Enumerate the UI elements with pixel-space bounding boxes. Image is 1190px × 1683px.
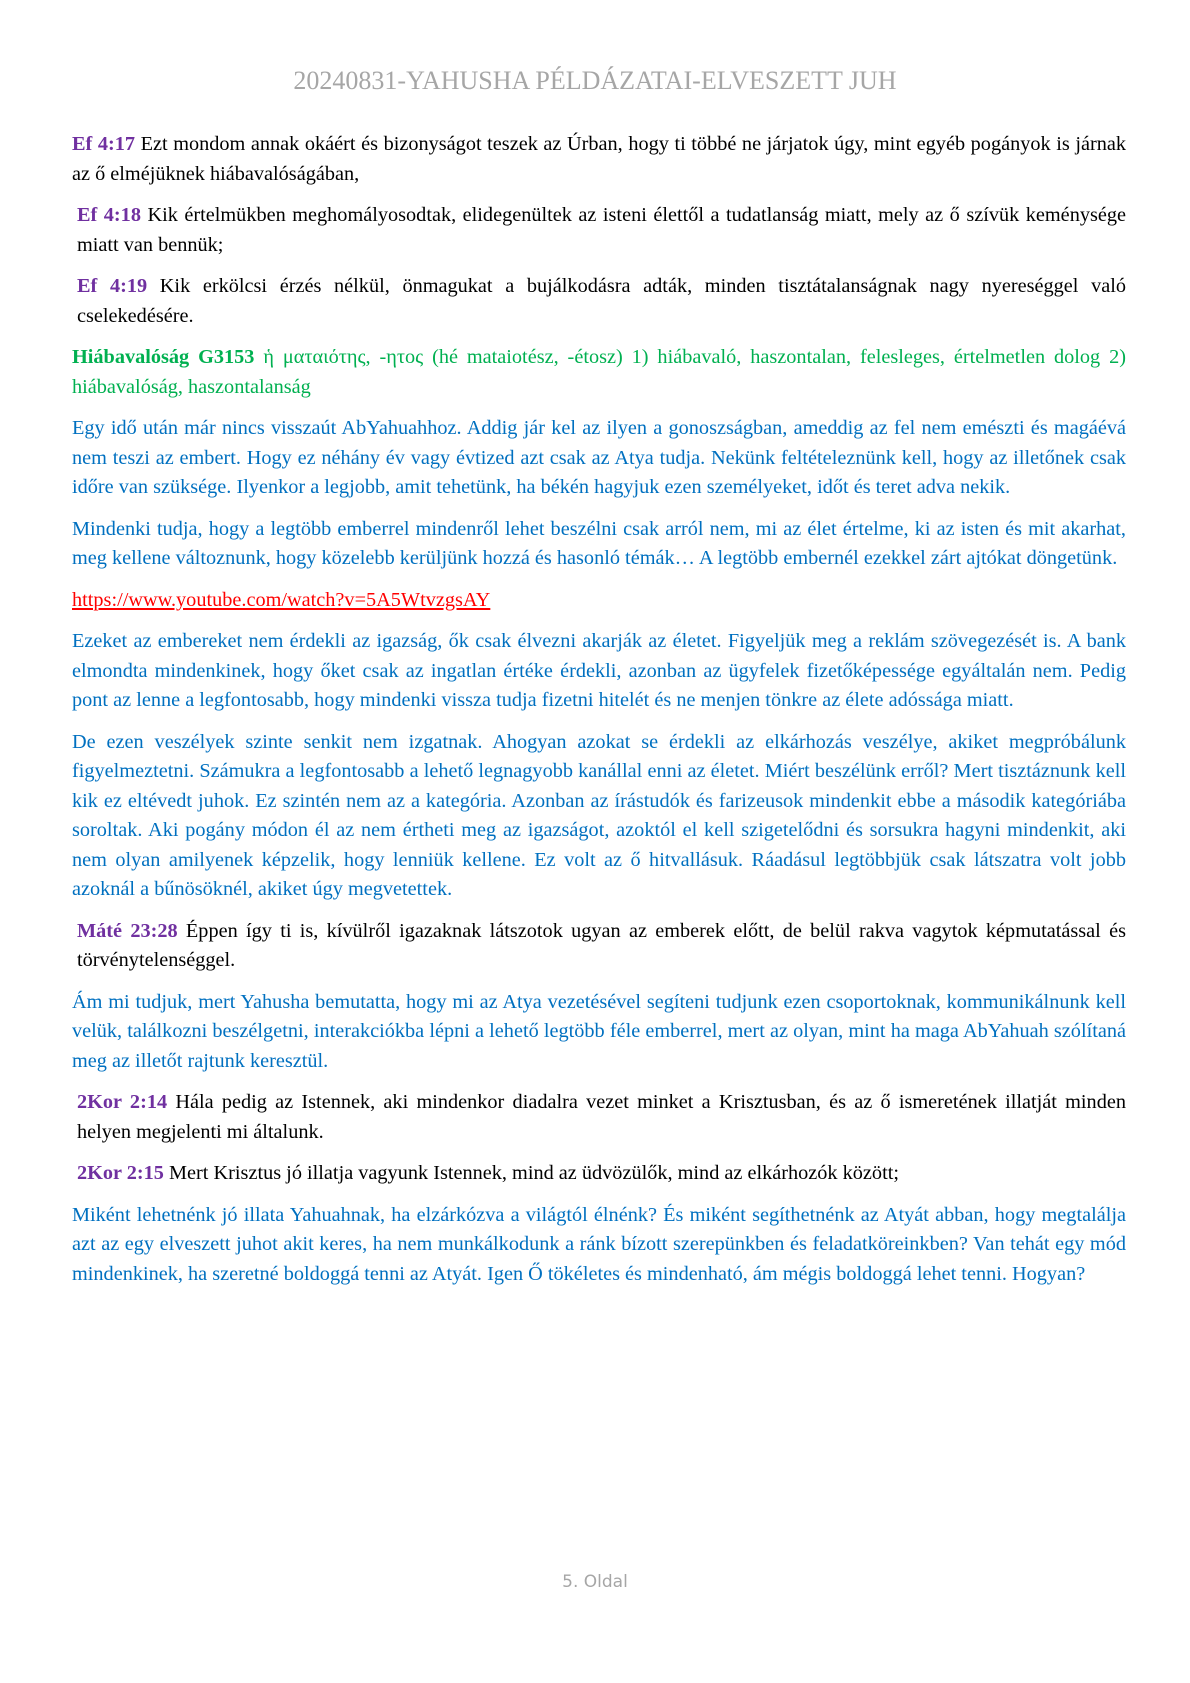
page-title: 20240831-YAHUSHA PÉLDÁZATAI-ELVESZETT JUH <box>293 66 897 95</box>
verse-text: Mert Krisztus jó illatja vagyunk Istennek, mind az üdvözülők, mind az elkárhozók között; <box>163 1162 899 1184</box>
verse-reference: Máté 23:28 <box>77 919 178 942</box>
verse-reference: Ef 4:18 <box>77 204 141 226</box>
verse-reference: 2Kor 2:14 <box>77 1091 168 1113</box>
verse-text: Kik értelmükben meghomályosodtak, elidegenültek az isteni élettől a tudatlanság miatt, mely az ő szívük keménysége miatt van bennük; <box>77 204 1127 256</box>
commentary-paragraph: Mindenki tudja, hogy a legtöbb emberrel mindenről lehet beszélni csak arról nem, mi az élet értelme, ki az isten és mit akarhat, meg kellene változnunk, hogy közelebb kerüljünk hozzá és hasonló témák… A legtöbb embernél ezekkel zárt ajtókat döngetünk. <box>72 517 1126 569</box>
commentary-paragraph: Ezeket az embereket nem érdekli az igazság, ők csak élvezni akarják az életet. Figyeljük meg a reklám szövegezését is. A bank elmondta mindenkinek, hogy őket csak az ingatlan értéke érdekli, azonban az ügyfelek fizetőképessége egyáltalán nem. Pedig pont az lenne a legfontosabb, hogy mindenki vissza tudja fizetni hitelét és ne menjen tönkre az élete adóssága miatt. <box>72 630 1126 711</box>
verse-text: Kik erkölcsi érzés nélkül, önmagukat a bujálkodásra adták, minden tisztátalanságnak nagy nyereséggel való cselekedésére. <box>77 275 1127 327</box>
verse-ef-4-18 <box>72 201 1126 260</box>
definition-term: Hiábavalóság G3153 <box>72 346 255 368</box>
youtube-link[interactable]: https://www.youtube.com/watch?v=5A5WtvzgsAY <box>72 588 491 611</box>
verse-2kor-2-14 <box>72 1088 1126 1147</box>
definition-text: ἡ ματαιότης, -ητος (hé mataiotész, -étosz) 1) hiábavaló, haszontalan, felesleges, értelmetlen dolog 2) hiábavalóság, haszontalanság <box>72 346 1126 398</box>
page-number: 5. Oldal <box>562 1572 628 1592</box>
verse-ef-4-17 <box>72 130 1126 189</box>
verse-mate-23-28 <box>72 917 1126 976</box>
verse-reference: 2Kor 2:15 <box>77 1162 164 1184</box>
commentary-paragraph: Miként lehetnénk jó illata Yahuahnak, ha elzárkózva a világtól élnénk? És miként segíthetnénk az Atyát abban, hogy megtalálja azt az egy elveszett juhot akit keres, ha nem munkálkodunk a ránk bízott szerepünkben és feladatköreinkben? Van tehát egy mód mindenkinek, ha szeretné boldoggá tenni az Atyát. Igen Ő tökéletes és mindenható, ám mégis boldoggá lehet tenni. Hogyan? <box>72 1203 1126 1285</box>
commentary-paragraph: Ám mi tudjuk, mert Yahusha bemutatta, hogy mi az Atya vezetésével segíteni tudjunk ezen csoportoknak, kommunikálnunk kell velük, találkozni beszélgetni, interakciókba lépni a lehető legtöbb féle emberrel, mert az olyan, mint ha maga AbYahuah szólítaná meg az illetőt rajtunk keresztül. <box>72 990 1126 1072</box>
verse-reference: Ef 4:19 <box>77 275 148 297</box>
commentary-paragraph: De ezen veszélyek szinte senkit nem izgatnak. Ahogyan azokat se érdekli az elkárhozás veszélye, akiket megpróbálunk figyelmeztetni. Számukra a legfontosabb a lehető legnagyobb kanállal enni az életet. Miért beszélünk erről? Mert tisztáznunk kell kik ez eltévedt juhok. Ez szintén nem az a kategória. Azonban az írástudók és farizeusok mindenkit ebbe a második kategóriába soroltak. Aki pogány módon él az nem értheti meg az igazságot, azoktól el kell szigetelődni és sorsukra hagyni mindenkit, aki nem olyan amilyenek képzelik, hogy lenniük kellene. Ez volt az ő hitvallásuk. Ráadásul legtöbbjük csak látszatra volt jobb azoknál a bűnösöknél, akiket úgy megvetettek. <box>72 730 1126 900</box>
verse-ef-4-19 <box>72 272 1126 331</box>
verse-reference: Ef 4:17 <box>72 133 136 155</box>
commentary-paragraph: Egy idő után már nincs visszaút AbYahuahhoz. Addig jár kel az ilyen a gonoszságban, ameddig az fel nem emészti és magáévá nem teszi az embert. Hogy ez néhány év vagy évtized azt csak az Atya tudja. Nekünk feltételeznünk kell, hogy az illetőnek csak időre van szüksége. Ilyenkor a legjobb, amit tehetünk, ha békén hagyjuk ezen személyeket, időt és teret adva nekik. <box>72 417 1126 498</box>
verse-text: Hála pedig az Istennek, aki mindenkor diadalra vezet minket a Krisztusban, és az ő ismeretének illatját minden helyen megjelenti mi általunk. <box>77 1091 1126 1143</box>
verse-text: Éppen így ti is, kívülről igazaknak látszotok ugyan az emberek előtt, de belül rakva vagytok képmutatással és törvénytelenséggel. <box>77 919 1126 971</box>
verse-text: Ezt mondom annak okáért és bizonyságot teszek az Úrban, hogy ti többé ne járjatok úgy, mint egyéb pogányok is járnak az ő elméjüknek hiábavalóságában, <box>72 133 1126 185</box>
document-body <box>72 130 1126 1301</box>
verse-2kor-2-15 <box>72 1159 1126 1189</box>
link-paragraph <box>72 586 1126 616</box>
word-definition <box>72 343 1126 402</box>
